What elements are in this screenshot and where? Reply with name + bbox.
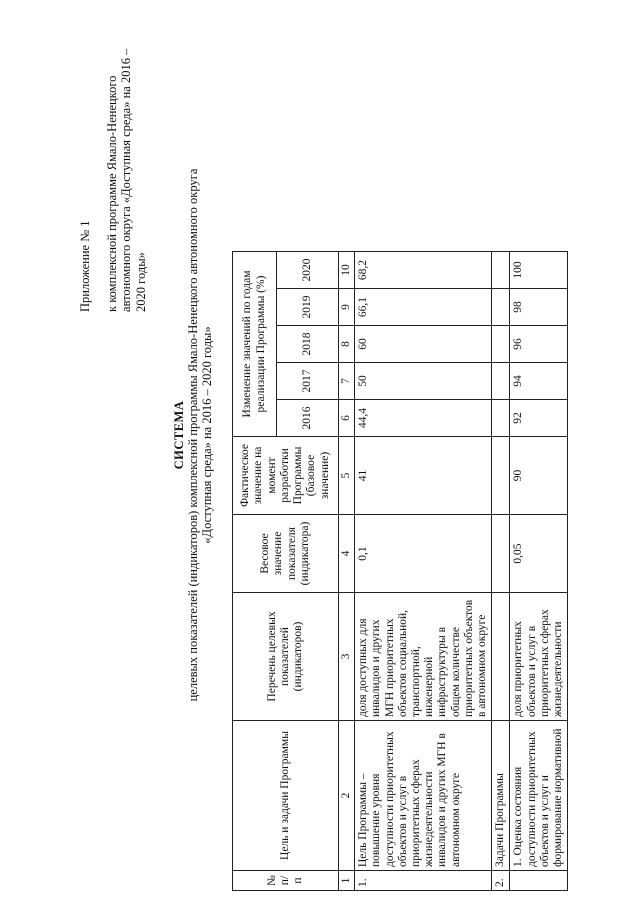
- task-year-value: 92: [510, 400, 568, 437]
- task-goal: 1. Оценка состояния доступности приоритетных объектов и услуг и формирование нормативной: [510, 721, 568, 871]
- column-number: 10: [339, 252, 355, 289]
- title-subtitle-2: «Доступная среда» на 2016 – 2020 годы»: [200, 326, 214, 544]
- column-number: 3: [339, 593, 355, 721]
- column-number: 6: [339, 400, 355, 437]
- header-changes: Изменение значений по годам реализации Программы (%): [233, 252, 277, 437]
- header-goal: Цель и задачи Программы: [233, 721, 339, 871]
- header-num: № п/п: [233, 871, 339, 891]
- row-year-value: 68,2: [355, 252, 492, 289]
- appendix-reference: к комплексной программе Ямало-Ненецкого автономного округа «Доступная среда» на 2016 – 2020 годы»: [104, 48, 148, 312]
- task-indicator: доля приоритетных объектов и услуг в приоритетных сферах жизнедеятельности: [510, 593, 568, 721]
- column-number: 2: [339, 721, 355, 871]
- section-row: [492, 252, 510, 891]
- column-number: 4: [339, 515, 355, 593]
- row-num: 1.: [355, 871, 492, 891]
- header-indicators: Перечень целевых показателей (индикаторов): [233, 593, 339, 721]
- column-number: 5: [339, 437, 355, 515]
- title-subtitle-1: целевых показателей (индикаторов) комплексной программы Ямало-Ненецкого автономного округа: [186, 168, 200, 702]
- document-title: [172, 125, 214, 745]
- header-year: 2016: [277, 400, 339, 437]
- column-number: 1: [339, 871, 355, 891]
- row-year-value: 66,1: [355, 289, 492, 326]
- task-year-value: 100: [510, 252, 568, 289]
- section-num: 2.: [492, 871, 510, 891]
- header-year: 2019: [277, 289, 339, 326]
- task-year-value: 98: [510, 289, 568, 326]
- column-number: 8: [339, 326, 355, 363]
- header-weight: Весовое значение показателя (индикатора): [233, 515, 339, 593]
- row-goal: Цель Программы – повышение уровня доступности приоритетных объектов и услуг в приоритетных сферах жизнедеятельности инвалидов и других МГН в автономном округе: [355, 721, 492, 871]
- header-year: 2017: [277, 363, 339, 400]
- table-row: [355, 252, 492, 891]
- row-actual: 41: [355, 437, 492, 515]
- indicators-table: [232, 251, 568, 891]
- column-number: 7: [339, 363, 355, 400]
- task-actual: 90: [510, 437, 568, 515]
- row-year-value: 60: [355, 326, 492, 363]
- appendix-number: Приложение № 1: [78, 220, 92, 312]
- column-number-row: [339, 252, 355, 891]
- header-year: 2020: [277, 252, 339, 289]
- row-year-value: 44,4: [355, 400, 492, 437]
- row-year-value: 50: [355, 363, 492, 400]
- title-main: СИСТЕМА: [172, 400, 186, 470]
- task-year-value: 96: [510, 326, 568, 363]
- header-actual: Фактическое значение на момент разработки Программы (базовое значение): [233, 437, 339, 515]
- section-label: Задачи Программы: [492, 721, 510, 871]
- row-weight: 0,1: [355, 515, 492, 593]
- row-indicator: доля доступных для инвалидов и других МГН приоритетных объектов социальной, транспортной, инженерной инфраструктуры в общем количестве приоритетных объектов в автономном округе: [355, 593, 492, 721]
- task-weight: 0,05: [510, 515, 568, 593]
- task-year-value: 94: [510, 363, 568, 400]
- column-number: 9: [339, 289, 355, 326]
- appendix-note: [78, 22, 148, 312]
- table-row: [510, 252, 568, 891]
- header-year: 2018: [277, 326, 339, 363]
